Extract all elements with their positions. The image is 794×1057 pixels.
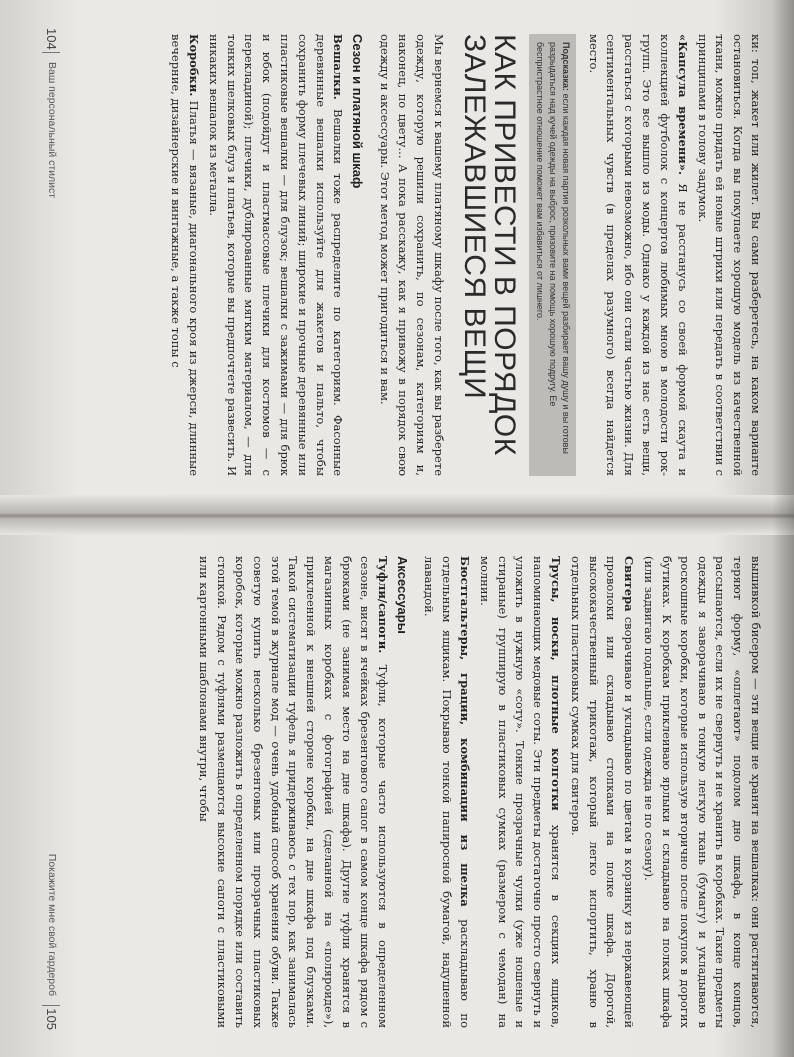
paragraph: [566, 556, 637, 1028]
paragraph-text: Платья — вязаные, диагонального кроя из джерси, длинные вечерние, дизайнерские и винтажные, а также топы с: [169, 34, 201, 476]
page-105: [40, 540, 770, 1040]
running-head: Ваш персональный стилист: [46, 62, 58, 199]
subheading: Сезон и платяной шкаф: [350, 34, 366, 189]
bold-lead: Коробки.: [186, 34, 201, 97]
paragraph: [420, 556, 473, 1028]
paragraph-text: сворачиваю и укладываю по цветам в корзинку из нержавеющей проволоки или складываю стопками на полке шкафа. Дорогой, высококачественный трикотаж, который легко испортить, храню в отдельных пластиковых сумках для свитеров.: [568, 556, 637, 1028]
bold-lead: Вешалки.: [331, 34, 346, 100]
paragraph: Мы вернемся к вашему платяному шкафу после того, как вы разберете одежду, которую решили сохранить, по сезонам, категориям и, наконец, по цвету... А пока расскажу, как я привожу в порядок свою одежду и аксессуары. Этот метод может пригодиться и вам.: [378, 34, 446, 476]
page-number: 104: [44, 28, 59, 50]
running-head: Покажите мне свой гардероб: [46, 853, 58, 996]
paragraph: [195, 556, 391, 1028]
footer-rule: [42, 52, 60, 53]
bold-lead: Бюстгальтеры, грации, комбинации из шелка: [458, 556, 472, 907]
paragraph: [166, 34, 202, 476]
paragraph-text: хранятся в секциях ящиков, напоминающих медовые соты. Эти предметы достаточно просто свернуть и уложить в нужную «соту». Тонкие прозрачные чулки (уже ношеные и стираные) группирую в пластиковых сумках (размером с чемодан) на молнии.: [477, 556, 564, 1028]
section-title: КАК ПРИВЕСТИ В ПОРЯДОК ЗАЛЕЖАВШИЕСЯ ВЕЩИ: [457, 34, 521, 456]
page-number: 105: [44, 1008, 59, 1030]
paragraph-text: Вешалки тоже распределите по категориям. Фасонные деревянные вешалки используйте для жакетов и пальто, чтобы сохранить форму плечевых линий; широкие и прочные деревянные или пластиковые вешалки — для блузок; вешалки с зажимами — для брюк и юбок (подойдут и пластмассовые плечики для костюмов — с перекладиной); плечики, дублированные мягким материалом, — для тонких шелковых блуз и платьев, которые вы предпочтете развесить. И никаких вешалок из металла.: [206, 34, 346, 476]
tip-label: Подсказка:: [560, 42, 571, 92]
paragraph: ки: топ, жакет или жилет. Вы сами разберетесь, на каком варианте остановиться. Когда вы покупаете хорошую модель из качественной ткани, можно придать ей новые штрихи или передать в соответствии с принципами в голову задумок.: [695, 34, 763, 476]
paragraph: [584, 34, 691, 476]
book-gutter: [0, 495, 794, 535]
bold-lead: Трусы, носки, плотные колготки: [549, 556, 564, 811]
page-104: [40, 18, 770, 488]
page-footer: [40, 540, 64, 1040]
page-edge-shadow: [772, 0, 794, 1057]
bold-lead: «Капсула времени».: [675, 34, 690, 175]
paragraph: вышивкой бисером — эти вещи не хранят на вешалках: они растягиваются, теряют форму, «оплетают» подолом дно шкафа, в конце концов, рассыпаются, если их не свернуть и не хранить в коробках. Такие предметы одежды я заворачиваю в тонкую легкую ткань (бумагу) и укладываю в роскошные коробки, которые использую вторично после покупок в дорогих бутиках. К коробкам приклеиваю ярлыки и складываю на полках шкафа (или задвигаю подальше, если одежда не по сезону).: [642, 556, 763, 1028]
tip-text: если каждая новая партия розкольных вами вещей разбирает вашу душу и вы готовы разрыдаться над кучей одежды на выброс, призовите на помощь хорошую подругу. Ее беспристрастное отношение поможет вам избавиться от лишнего.: [534, 42, 571, 454]
page-footer: [40, 18, 64, 488]
paragraph-text: Я не расстанусь со своей формой скаута и коллекцией футболок с концертов любимых мною в молодости рок-групп. Это все вышло из моды. Однако у каждой из нас есть вещи, расстаться с которыми невозможно, ибо они стали частью жизни. Для сентиментальных чувств (в пределах разумного) всегда найдется место.: [586, 34, 690, 476]
bold-lead: Туфли/сапоги.: [375, 556, 390, 654]
tip-box: [529, 34, 576, 476]
footer-rule: [42, 1005, 60, 1006]
paragraph-text: Туфли, которые часто используются в определенном сезоне, висят в ячейках брезентового сапог в самом конце шкафа рядом с брюками (не занимая место на дне шкафа). Другие туфли хранятся в магазинных коробках с фотографией (сделанной на «поляроиде»), приклеенной к внешней стороне коробки, на дне шкафа под блузками. Такой систематизации туфель я придерживаюсь с тех пор, как занималась этой темой в журнале мод — очень удобный способ хранения обуви. Также советую купить несколько брезентовых или прозрачных пластиковых коробок, которые можно разложить в определенном порядке или составить стопкой. Рядом с туфлями размещаются высокие сапоги с пластиковыми или картонными шаблонами внутри, чтобы: [197, 556, 390, 1028]
paragraph-text: раскладываю по отдельным ящикам. Покрываю тонкой папиросной бумагой, надушенной лавандой.: [422, 556, 472, 1028]
bold-lead: Свитера: [622, 556, 637, 612]
subheading: Аксессуары: [394, 556, 410, 634]
paragraph: [204, 34, 347, 476]
paragraph: [475, 556, 564, 1028]
